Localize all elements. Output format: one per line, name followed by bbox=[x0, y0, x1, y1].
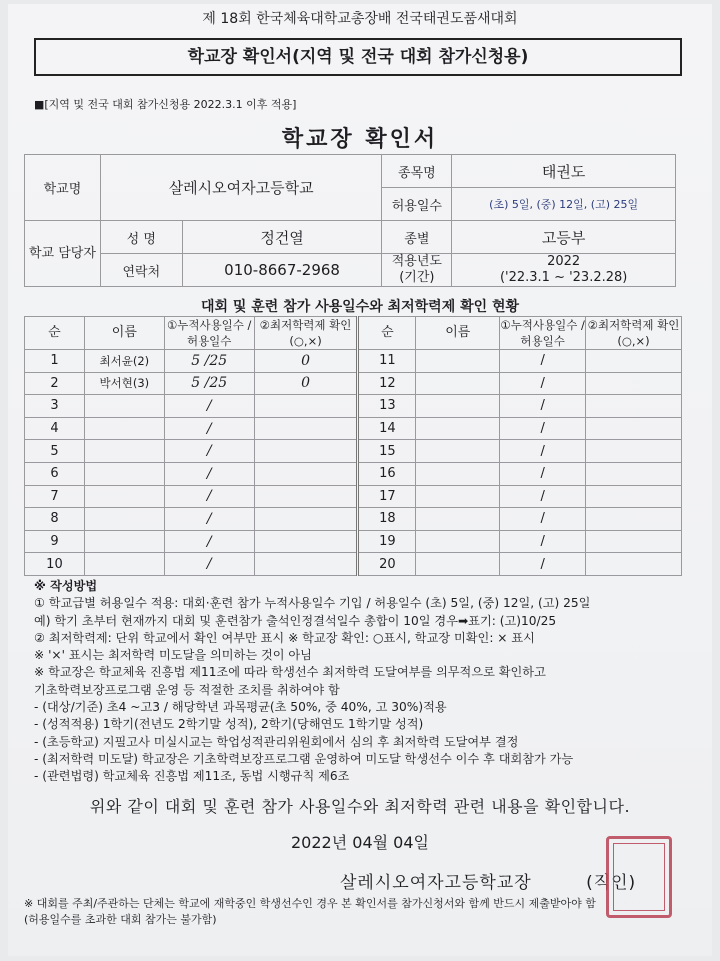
table-row bbox=[25, 553, 682, 576]
days-used: / bbox=[164, 485, 254, 508]
days-used: / bbox=[164, 553, 254, 576]
instruction-line: - (최저학력 미도달) 학교장은 기초학력보장프로그램 운영하여 미도달 학생선수 이수 후 대회참가 가능 bbox=[34, 751, 574, 766]
student-name bbox=[84, 508, 164, 531]
official-seal-stamp bbox=[606, 836, 672, 918]
contact-label: 연락처 bbox=[100, 254, 182, 287]
academic-check bbox=[254, 440, 358, 463]
instructions bbox=[34, 578, 590, 786]
instruction-line: ① 학교급별 허용일수 적용: 대회·훈련 참가 누적사용일수 기입 / 허용일수 (초) 5일, (중) 12일, (고) 25일 bbox=[34, 596, 591, 611]
header-no: 순 bbox=[25, 317, 85, 350]
academic-check bbox=[254, 395, 358, 418]
year-value: 2022 bbox=[547, 254, 581, 269]
student-name bbox=[416, 530, 500, 553]
name-label: 성 명 bbox=[100, 221, 182, 254]
school-value: 살레시오여자고등학교 bbox=[100, 155, 382, 221]
academic-check bbox=[586, 395, 682, 418]
instruction-line: - (성적적용) 1학기(전년도 2학기말 성적), 2학기(당해연도 1학기말 성적) bbox=[34, 717, 424, 732]
row-number: 8 bbox=[25, 508, 85, 531]
row-number: 6 bbox=[25, 462, 85, 485]
student-name bbox=[84, 417, 164, 440]
instruction-line: ② 최저학력제: 단위 학교에서 확인 여부만 표시 ※ 학교장 확인: ○표시, 학교장 미확인: × 표시 bbox=[34, 630, 535, 645]
student-name bbox=[416, 485, 500, 508]
academic-check bbox=[254, 417, 358, 440]
row-number: 14 bbox=[358, 417, 416, 440]
period-value: ('22.3.1 ~ '23.2.28) bbox=[499, 270, 628, 285]
days-used: / bbox=[500, 553, 586, 576]
academic-check bbox=[254, 530, 358, 553]
sport-value: 태권도 bbox=[452, 155, 676, 188]
bottom-note bbox=[24, 896, 596, 928]
days-used: / bbox=[500, 372, 586, 395]
seal-inner-border bbox=[613, 843, 665, 911]
info-table bbox=[24, 154, 676, 287]
student-name bbox=[416, 553, 500, 576]
header-check-right: ②최저학력제 확인(○,×) bbox=[586, 317, 682, 350]
table-row bbox=[25, 508, 682, 531]
row-number: 19 bbox=[358, 530, 416, 553]
academic-check bbox=[586, 440, 682, 463]
principal-signature bbox=[340, 868, 636, 893]
student-name bbox=[416, 350, 500, 373]
row-number: 2 bbox=[25, 372, 85, 395]
days-used: / bbox=[164, 462, 254, 485]
instruction-line: - (초등학교) 지필고사 미실시교는 학업성적관리위원회에서 심의 후 최저학력 도달여부 결정 bbox=[34, 734, 519, 749]
days-used: / bbox=[500, 530, 586, 553]
academic-check: 0 bbox=[254, 372, 358, 395]
table-row bbox=[25, 462, 682, 485]
instruction-line: 예) 학기 초부터 현재까지 대회 및 훈련참가 출석인정결석일수 총합이 10일 경우➡표기: (고)10/25 bbox=[34, 613, 557, 628]
table-row bbox=[25, 485, 682, 508]
instruction-line: ※ '×' 표시는 최저학력 미도달을 의미하는 것이 아님 bbox=[34, 648, 312, 663]
table-row bbox=[25, 350, 682, 373]
instruction-line: - (대상/기준) 초4 ~고3 / 해당학년 과목평균(초 50%, 중 40%, 고 30%)적용 bbox=[34, 700, 447, 715]
row-number: 13 bbox=[358, 395, 416, 418]
header-check: ②최저학력제 확인(○,×) bbox=[254, 317, 358, 350]
academic-check bbox=[254, 485, 358, 508]
form-title-box: 학교장 확인서(지역 및 전국 대회 참가신청용) bbox=[34, 38, 682, 76]
row-number: 7 bbox=[25, 485, 85, 508]
confirm-statement: 위와 같이 대회 및 훈련 참가 사용일수와 최저학력 관련 내용을 확인합니다. bbox=[89, 797, 631, 816]
student-name bbox=[84, 395, 164, 418]
table-row bbox=[25, 372, 682, 395]
academic-check bbox=[586, 553, 682, 576]
row-number: 9 bbox=[25, 530, 85, 553]
days-label: 허용일수 bbox=[382, 188, 452, 221]
school-label: 학교명 bbox=[25, 155, 101, 221]
academic-check bbox=[254, 508, 358, 531]
table-row bbox=[25, 530, 682, 553]
header-days-right: ①누적사용일수 /허용일수 bbox=[500, 318, 585, 348]
days-used: / bbox=[500, 508, 586, 531]
row-number: 1 bbox=[25, 350, 85, 373]
student-name bbox=[416, 508, 500, 531]
row-number: 11 bbox=[358, 350, 416, 373]
academic-check bbox=[586, 530, 682, 553]
student-name bbox=[84, 553, 164, 576]
academic-check: 0 bbox=[254, 350, 358, 373]
days-used: / bbox=[164, 440, 254, 463]
days-used: / bbox=[500, 350, 586, 373]
contact-value: 010-8667-2968 bbox=[182, 254, 382, 287]
apply-note: ■[지역 및 전국 대회 참가신청용 2022.3.1 이후 적용] bbox=[34, 98, 297, 111]
academic-check bbox=[586, 508, 682, 531]
instruction-line: 기초학력보장프로그램 운영 등 적절한 조치를 취하여야 함 bbox=[34, 682, 340, 697]
sign-date: 2022년 04월 04일 bbox=[291, 833, 429, 852]
row-number: 17 bbox=[358, 485, 416, 508]
bottom-note-line: (허용일수를 초과한 대회 참가는 불가함) bbox=[24, 913, 217, 926]
row-number: 3 bbox=[25, 395, 85, 418]
sport-label: 종목명 bbox=[382, 155, 452, 188]
header-no-right: 순 bbox=[358, 317, 416, 350]
academic-check bbox=[586, 417, 682, 440]
bottom-note-line: ※ 대회를 주최/주관하는 단체는 학교에 재학중인 학생선수인 경우 본 확인서를 참가신청서와 함께 반드시 제출받아야 함 bbox=[24, 897, 596, 910]
academic-check bbox=[586, 372, 682, 395]
table-row bbox=[25, 417, 682, 440]
row-number: 18 bbox=[358, 508, 416, 531]
manager-label: 학교 담당자 bbox=[25, 221, 101, 287]
seal-label: (직인) bbox=[586, 873, 637, 893]
student-name: 박서현(3) bbox=[84, 372, 164, 395]
row-number: 20 bbox=[358, 553, 416, 576]
days-used: 5 /25 bbox=[164, 372, 254, 395]
academic-check bbox=[586, 485, 682, 508]
days-used: / bbox=[500, 395, 586, 418]
instruction-line: ※ 학교장은 학교체육 진흥법 제11조에 따라 학생선수 최저학력 도달여부를 의무적으로 확인하고 bbox=[34, 665, 546, 680]
table-row bbox=[25, 395, 682, 418]
academic-check bbox=[586, 350, 682, 373]
student-name: 최서윤(2) bbox=[84, 350, 164, 373]
table-row bbox=[25, 440, 682, 463]
document-title: 학교장 확인서 bbox=[281, 127, 439, 152]
event-title: 제 18회 한국체육대학교총장배 전국태권도품새대회 bbox=[202, 11, 518, 27]
student-name bbox=[84, 485, 164, 508]
instructions-heading: ※ 작성방법 bbox=[34, 579, 98, 593]
student-name bbox=[416, 440, 500, 463]
row-number: 15 bbox=[358, 440, 416, 463]
header-name-right: 이름 bbox=[416, 317, 500, 350]
attendance-title: 대회 및 훈련 참가 사용일수와 최저학력제 확인 현황 bbox=[200, 299, 520, 315]
days-used: / bbox=[500, 485, 586, 508]
row-number: 12 bbox=[358, 372, 416, 395]
days-value: (초) 5일, (중) 12일, (고) 25일 bbox=[452, 188, 676, 221]
student-name bbox=[416, 417, 500, 440]
row-number: 10 bbox=[25, 553, 85, 576]
row-number: 16 bbox=[358, 462, 416, 485]
days-used: / bbox=[164, 508, 254, 531]
year-label: 적용년도 (기간) bbox=[382, 254, 452, 287]
days-used: / bbox=[164, 395, 254, 418]
days-used: / bbox=[164, 417, 254, 440]
student-name bbox=[416, 395, 500, 418]
instruction-line: - (관련법령) 학교체육 진흥법 제11조, 동법 시행규칙 제6조 bbox=[34, 769, 350, 784]
year-cell bbox=[452, 254, 676, 287]
academic-check bbox=[254, 553, 358, 576]
row-number: 4 bbox=[25, 417, 85, 440]
academic-check bbox=[254, 462, 358, 485]
category-value: 고등부 bbox=[452, 221, 676, 254]
student-name bbox=[84, 440, 164, 463]
student-name bbox=[416, 462, 500, 485]
academic-check bbox=[586, 462, 682, 485]
category-label: 종별 bbox=[382, 221, 452, 254]
attendance-table bbox=[24, 316, 682, 576]
student-name bbox=[84, 530, 164, 553]
row-number: 5 bbox=[25, 440, 85, 463]
days-used: / bbox=[500, 440, 586, 463]
days-used: / bbox=[164, 530, 254, 553]
principal-title: 살레시오여자고등학교장 bbox=[340, 873, 532, 893]
days-used: / bbox=[500, 462, 586, 485]
header-days: ①누적사용일수 /허용일수 bbox=[164, 317, 254, 350]
days-used: 5 /25 bbox=[164, 350, 254, 373]
name-value: 정건열 bbox=[182, 221, 382, 254]
days-used: / bbox=[500, 417, 586, 440]
student-name bbox=[416, 372, 500, 395]
header-name: 이름 bbox=[84, 317, 164, 350]
student-name bbox=[84, 462, 164, 485]
